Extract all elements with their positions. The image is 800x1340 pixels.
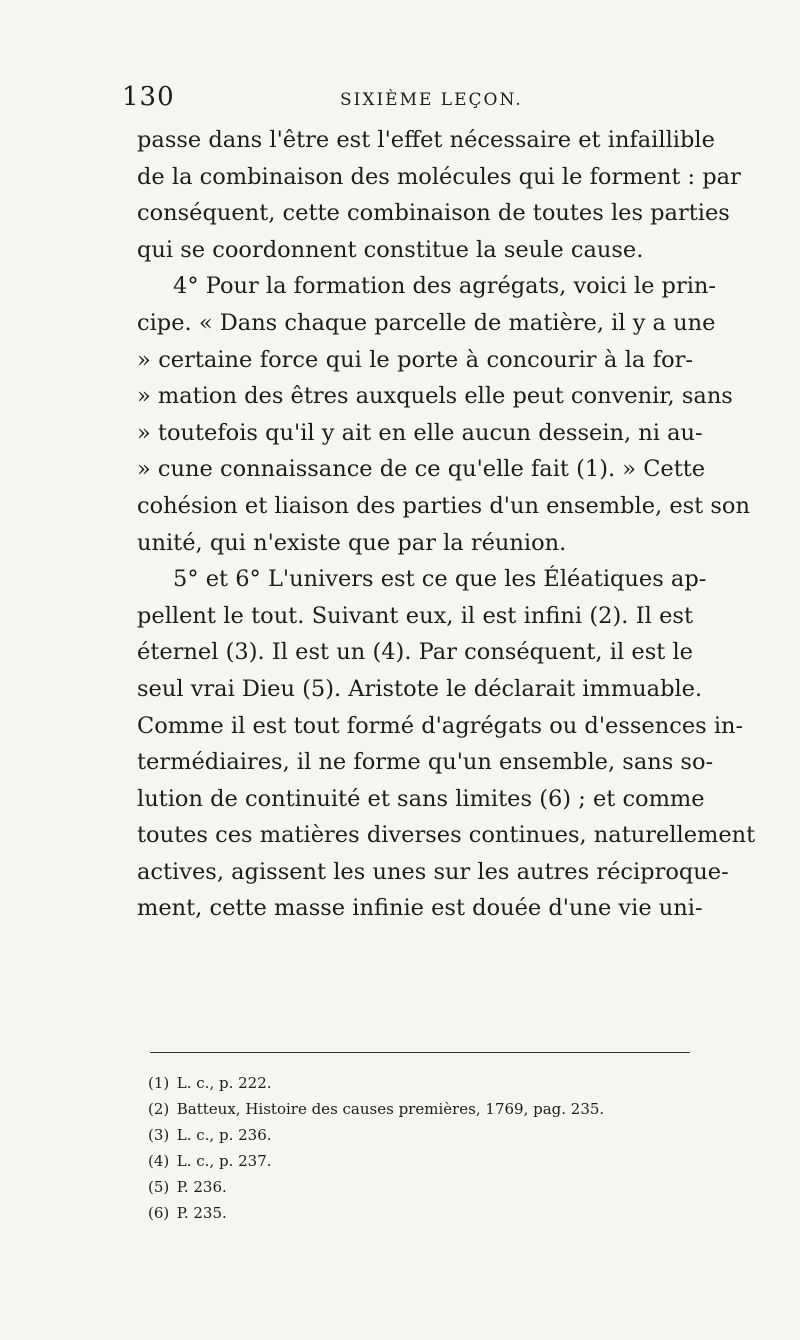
footnote-text: P. 236. (176, 1178, 227, 1196)
footnote (148, 1070, 708, 1096)
footnote-text: Batteux, Histoire des causes premières, 1769, pag. 235. (176, 1100, 605, 1118)
page-number: 130 (122, 82, 175, 112)
text-line: seul vrai Dieu (5). Aristote le déclarait immuable. (137, 675, 703, 702)
footnote (148, 1122, 708, 1148)
running-head: SIXIÈME LEÇON. (340, 90, 523, 110)
footnote-divider (150, 1052, 690, 1053)
footnote-number: (1) (148, 1074, 170, 1092)
text-line: actives, agissent les unes sur les autres réciproque- (137, 858, 729, 885)
text-line: qui se coordonnent constitue la seule cause. (137, 236, 644, 263)
text-line: Comme il est tout formé d'agrégats ou d'essences in- (137, 712, 744, 739)
text-line: éternel (3). Il est un (4). Par conséquent, il est le (137, 639, 693, 666)
text-line: » cune connaissance de ce qu'elle fait (1). » Cette (137, 456, 706, 483)
page-header (122, 82, 682, 116)
text-line: 5° et 6° L'univers est ce que les Éléatiques ap- (173, 566, 707, 593)
footnote-number: (2) (148, 1100, 170, 1118)
text-line: unité, qui n'existe que par la réunion. (137, 529, 567, 556)
footnote-text: L. c., p. 222. (176, 1074, 272, 1092)
footnote-number: (4) (148, 1152, 170, 1170)
text-line: 4° Pour la formation des agrégats, voici le prin- (173, 273, 716, 300)
text-line: ment, cette masse infinie est douée d'une vie uni- (137, 895, 703, 922)
text-line: de la combinaison des molécules qui le forment : par (137, 163, 741, 190)
footnote (148, 1096, 708, 1122)
text-line: » mation des êtres auxquels elle peut convenir, sans (137, 383, 733, 410)
text-line: » toutefois qu'il y ait en elle aucun dessein, ni au- (137, 419, 703, 446)
text-line: » certaine force qui le porte à concourir à la for- (137, 346, 693, 373)
footnote-text: P. 235. (176, 1204, 227, 1222)
text-line: termédiaires, il ne forme qu'un ensemble, sans so- (137, 749, 714, 776)
footnote (148, 1174, 708, 1200)
footnote-number: (6) (148, 1204, 170, 1222)
text-line: toutes ces matières diverses continues, naturellement (137, 822, 756, 849)
body-text (137, 122, 756, 927)
footnote-number: (5) (148, 1178, 170, 1196)
text-line: conséquent, cette combinaison de toutes les parties (137, 200, 730, 227)
footnotes (148, 1070, 708, 1226)
text-line: cohésion et liaison des parties d'un ensemble, est son (137, 492, 750, 519)
footnote-text: L. c., p. 236. (176, 1126, 272, 1144)
footnote-text: L. c., p. 237. (176, 1152, 272, 1170)
text-line: pellent le tout. Suivant eux, il est infini (2). Il est (137, 602, 693, 629)
footnote (148, 1200, 708, 1226)
footnote-number: (3) (148, 1126, 170, 1144)
text-line: lution de continuité et sans limites (6) ; et comme (137, 785, 705, 812)
text-line: cipe. « Dans chaque parcelle de matière, il y a une (137, 309, 716, 336)
text-line: passe dans l'être est l'effet nécessaire et infaillible (137, 127, 715, 153)
footnote (148, 1148, 708, 1174)
